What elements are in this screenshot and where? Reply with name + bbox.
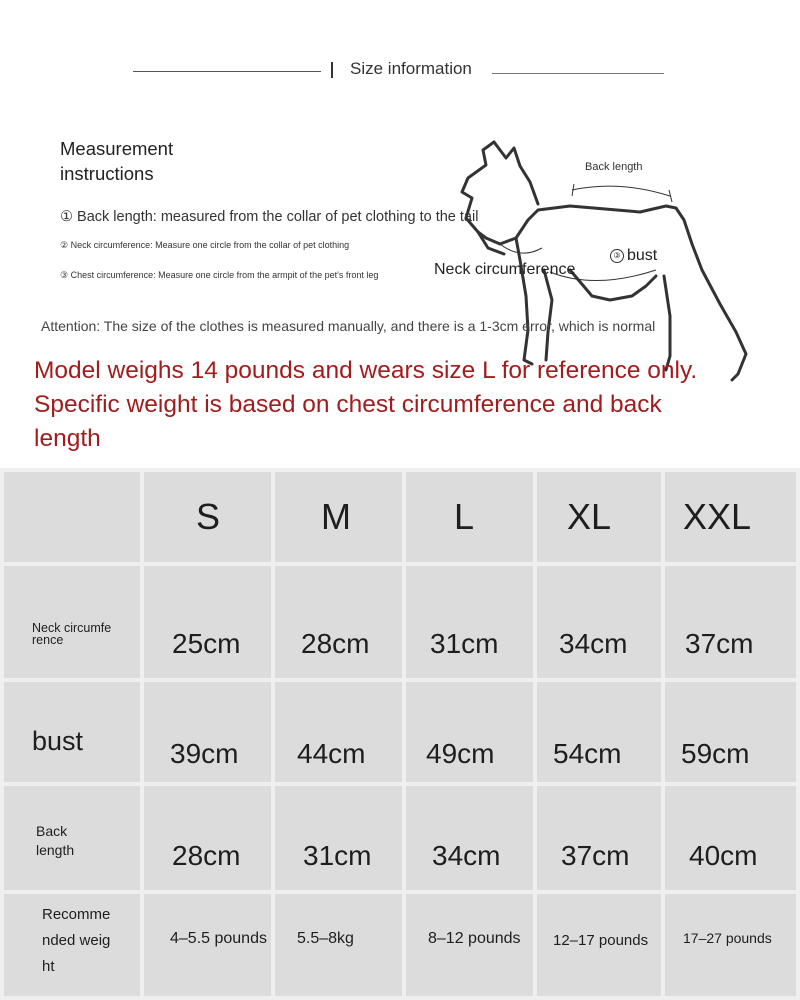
table-corner-cell xyxy=(4,472,140,562)
neck-value: 28cm xyxy=(301,628,370,659)
size-table xyxy=(0,468,800,1000)
size-header-m xyxy=(275,472,402,562)
table-cell xyxy=(144,566,271,678)
row-label-neck xyxy=(4,566,140,678)
size-header-l xyxy=(406,472,533,562)
table-cell xyxy=(275,566,402,678)
table-cell xyxy=(406,566,533,678)
size-label: XL xyxy=(567,496,612,537)
title-bar-mark xyxy=(331,62,333,78)
size-header-xxl xyxy=(665,472,796,562)
weight-value: 17–27 pounds xyxy=(683,930,772,946)
neck-value: 34cm xyxy=(559,628,628,659)
bust-value: 54cm xyxy=(553,738,622,769)
instruction-back-length: ① Back length: measured from the collar of pet clothing to the tail xyxy=(60,209,479,225)
table-cell xyxy=(665,566,796,678)
back-length-value: 40cm xyxy=(689,840,758,871)
table-cell xyxy=(275,682,402,782)
weight-value: 12–17 pounds xyxy=(553,932,649,949)
neck-value: 31cm xyxy=(430,628,499,659)
row-label-weight xyxy=(4,894,140,996)
size-label: S xyxy=(196,496,221,537)
neck-value: 37cm xyxy=(685,628,754,659)
title-divider-right xyxy=(492,73,664,74)
diagram-neck-label: Neck circumference xyxy=(434,261,576,278)
back-length-value: 37cm xyxy=(561,840,630,871)
model-reference-note: Model weighs 14 pounds and wears size L for reference only. Specific weight is based on chest circumference and back length xyxy=(34,357,698,452)
table-cell xyxy=(537,894,661,996)
table-cell xyxy=(406,894,533,996)
bust-value: 44cm xyxy=(297,738,366,769)
size-label: XXL xyxy=(683,496,752,537)
table-cell xyxy=(406,682,533,782)
title-divider-left xyxy=(133,71,321,72)
table-cell xyxy=(144,786,271,890)
instruction-chest: ③ Chest circumference: Measure one circle from the armpit of the pet's front leg xyxy=(60,270,379,280)
size-label: M xyxy=(321,496,351,537)
attention-note: Attention: The size of the clothes is measured manually, and there is a 1-3cm error, which is normal xyxy=(41,318,656,334)
weight-value: 4–5.5 pounds xyxy=(170,930,267,947)
table-cell xyxy=(665,682,796,782)
row-label-text: Recommended weight xyxy=(42,906,111,975)
bust-number-badge: ③ xyxy=(610,249,624,263)
table-cell xyxy=(275,894,402,996)
size-header-s xyxy=(144,472,271,562)
back-length-value: 34cm xyxy=(432,840,501,871)
table-cell xyxy=(144,682,271,782)
table-cell xyxy=(406,786,533,890)
table-cell xyxy=(537,786,661,890)
table-cell xyxy=(665,786,796,890)
bust-value: 39cm xyxy=(170,738,239,769)
table-cell xyxy=(537,682,661,782)
neck-value: 25cm xyxy=(172,628,241,659)
instruction-neck: ② Neck circumference: Measure one circle from the collar of pet clothing xyxy=(60,240,350,250)
table-cell xyxy=(275,786,402,890)
bust-label-text: bust xyxy=(627,247,658,264)
table-cell xyxy=(144,894,271,996)
section-title: Size information xyxy=(350,59,472,78)
weight-value: 5.5–8kg xyxy=(297,930,354,947)
section-title-row xyxy=(0,58,800,82)
row-label-bust xyxy=(4,682,140,782)
back-length-value: 31cm xyxy=(303,840,372,871)
diagram-bust-label xyxy=(610,247,657,265)
bust-value: 59cm xyxy=(681,738,750,769)
weight-value: 8–12 pounds xyxy=(428,930,521,947)
measurement-heading: Measurement instructions xyxy=(60,138,174,184)
size-info-panel xyxy=(0,0,800,468)
table-cell xyxy=(537,566,661,678)
size-header-xl xyxy=(537,472,661,562)
bust-value: 49cm xyxy=(426,738,495,769)
row-label-back-length xyxy=(4,786,140,890)
diagram-back-length-label: Back length xyxy=(585,161,643,173)
size-label: L xyxy=(454,496,475,537)
table-cell xyxy=(665,894,796,996)
row-label-text: bust xyxy=(32,726,84,756)
row-label-text: Back length xyxy=(36,823,75,858)
row-label-text: Neck circumference xyxy=(32,621,112,647)
back-length-value: 28cm xyxy=(172,840,241,871)
